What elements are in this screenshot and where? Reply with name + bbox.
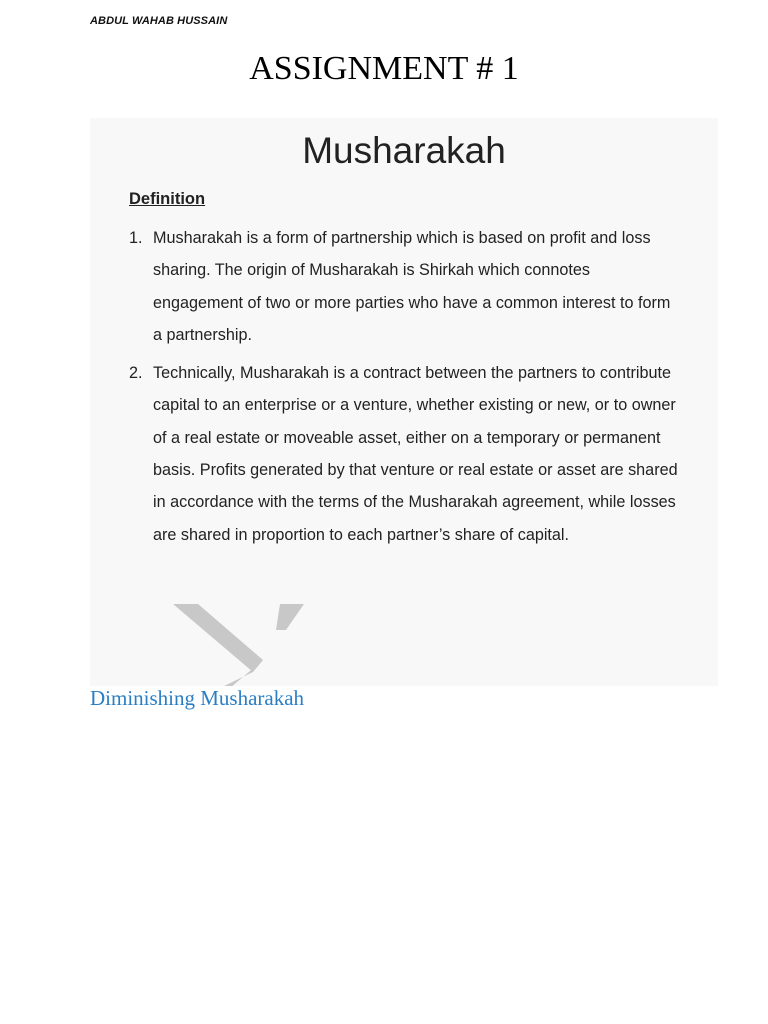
definition-heading: Definition xyxy=(129,190,206,208)
definition-item-text: Technically, Musharakah is a contract between the partners to contribute capital to an enterprise or a venture, whether existing or new, or to owner of a real estate or moveable asset, either on a temporary or permanent basis. Profits generated by that venture or real estate or asset are shared in accordance with the terms of the Musharakah agreement, while losses are shared in proportion to each partner’s share of capital. xyxy=(153,364,678,544)
author-name: ABDUL WAHAB HUSSAIN xyxy=(90,15,228,27)
slide-image xyxy=(90,118,718,686)
definition-item-text: Musharakah is a form of partnership which is based on profit and loss sharing. The origin of Musharakah is Shirkah which connotes engagement of two or more parties who have a common interest to form a partnership. xyxy=(153,229,671,344)
definition-item-number: 2. xyxy=(129,364,143,383)
section-subheading: Diminishing Musharakah xyxy=(90,686,305,710)
assignment-title: ASSIGNMENT # 1 xyxy=(249,50,519,87)
watermark-logo-icon xyxy=(168,602,318,686)
definition-item-2 xyxy=(129,357,679,551)
slide-title: Musharakah xyxy=(302,130,506,171)
definition-list xyxy=(129,222,679,557)
definition-item-1 xyxy=(129,222,679,351)
definition-item-number: 1. xyxy=(129,229,143,247)
